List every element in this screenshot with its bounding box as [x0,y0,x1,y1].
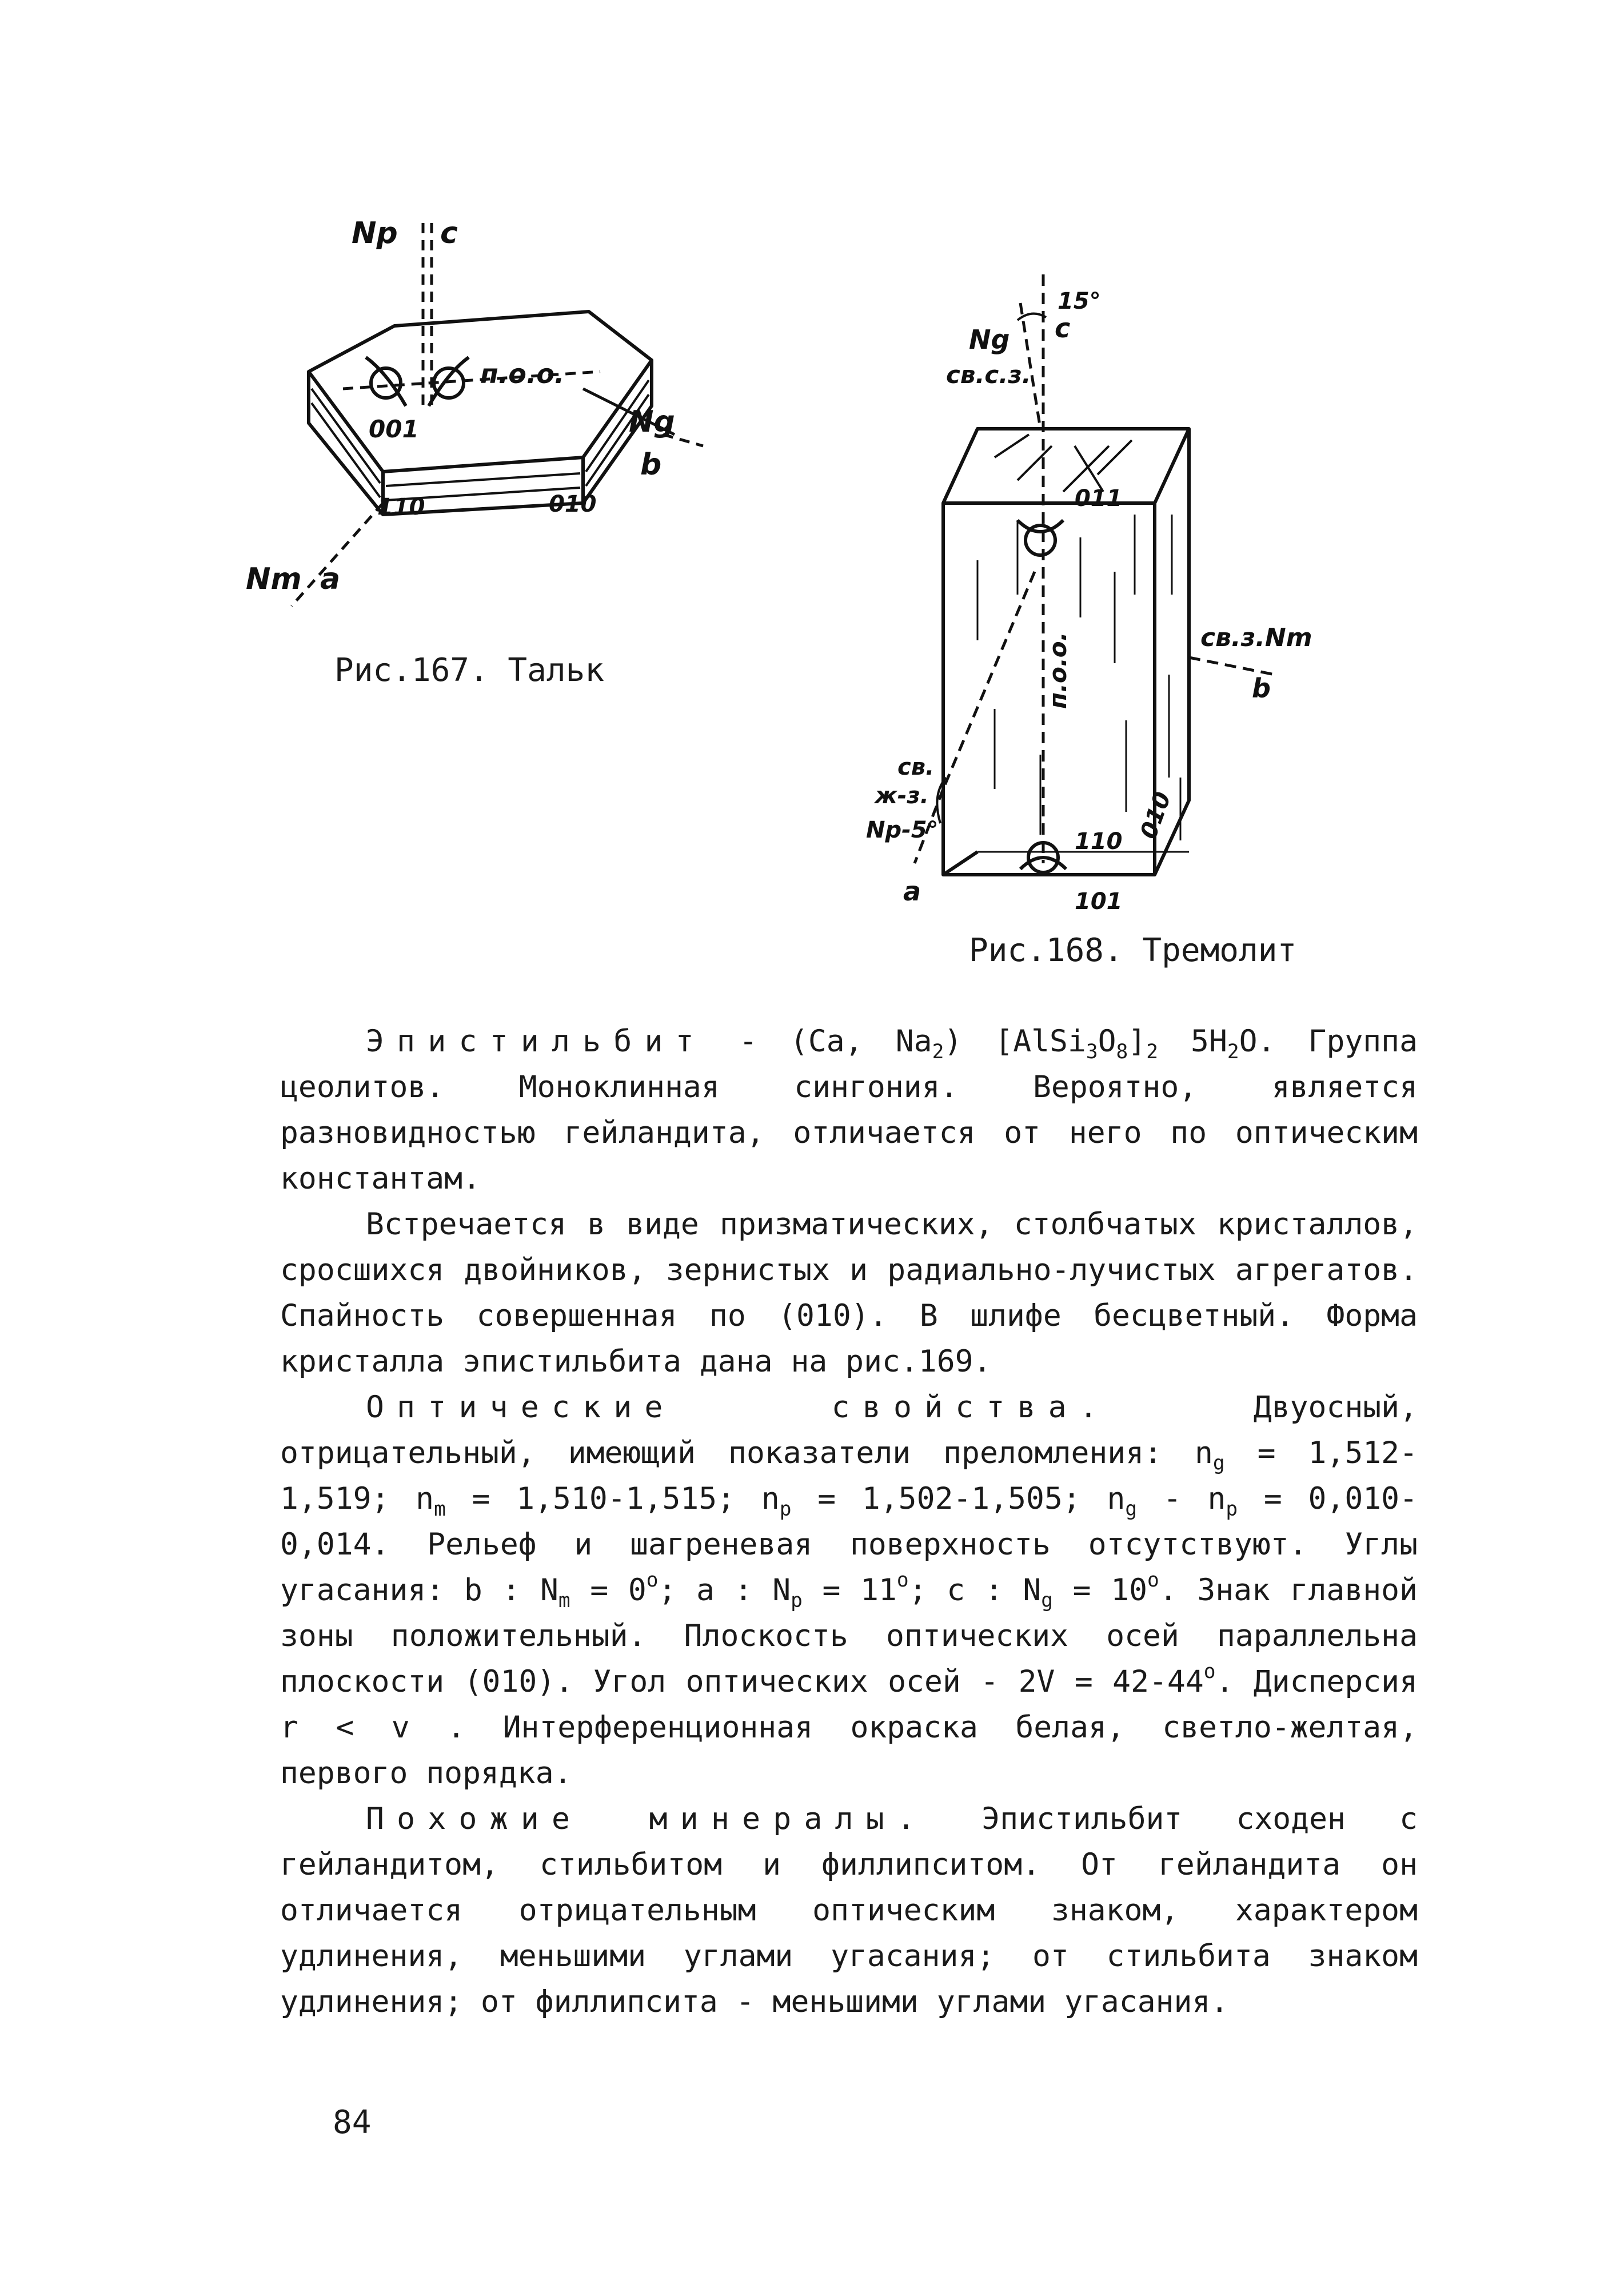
figure-167-talc [229,217,743,663]
label-ng: Ng [969,324,1010,355]
label-a: a [320,562,341,596]
label-face-110: 110 [377,494,425,520]
tremolite-crystal-drawing [846,274,1315,943]
label-ng: Ng [629,405,675,439]
label-b: b [640,448,662,482]
section-heading-similar: Похожие минералы. [366,1801,928,1836]
page-number: 84 [333,2104,372,2141]
label-face-001: 001 [369,415,419,443]
label-sv-z-nm: св.з.Nm [1200,623,1312,652]
paragraph-optical-properties: Оптические свойства. Двуосный, отрицательный, имеющий показатели преломления: $n_g = 1,512-1,519$; $n_m = 1,510-1,515$; $n_p = 1,502-1,505$; $n_g - n_p = 0,010-0,014$. Рельеф и шагреневая поверхность отсутствуют. Углы угасания: b : $N_m = 0^o$; a : $N_p = 11^o$; c : $N_g = 10^o$. Знак главной зоны положительный. Плоскость оптических осей параллельна плоскости (010). Угол оптических осей - $2V = 42-44^o$. Дисперсия r < v . Интерференционная окраска белая, светло-желтая, первого порядка. [280,1390,1418,1791]
label-np: Np [352,216,398,250]
label-face-010: 010 [549,491,597,517]
label-sv: св. [897,754,935,780]
figure-167-caption: Рис.167. Тальк [334,652,605,689]
label-angle-15: 15° [1058,288,1101,314]
label-zh-z: ж-з. [875,783,929,809]
mineral-name: Эпистильбит [366,1024,707,1059]
section-heading-optical: Оптические свойства. [366,1390,1111,1425]
label-np-5: Np-5° [866,817,939,843]
body-text [280,1019,1418,2025]
paragraph-occurrence: Встречается в виде призматических, столбчатых кристаллов, сросшихся двойников, зернистых и радиально-лучистых агрегатов. Спайность совершенная по (010). В шлифе бесцветный. Форма кристалла эпистильбита дана на рис.169. [280,1207,1418,1379]
label-c: c [1055,313,1071,344]
label-b: b [1252,673,1271,704]
label-face-101: 101 [1075,888,1123,915]
label-face-011: 011 [1075,485,1123,512]
figure-168-tremolite [846,274,1315,943]
label-poo: п.о.о. [480,358,565,389]
paragraph-similar-minerals: Похожие минералы. Эпистильбит сходен с гейландитом, стильбитом и филлипситом. От гейландита он отличается отрицательным оптическим знаком, характером удлинения, меньшими углами угасания; от стильбита знаком удлинения; от филлипсита - меньшими углами угасания. [280,1801,1418,2019]
label-face-110: 110 [1075,828,1123,855]
paragraph-epistilbite-intro: Эпистильбит - (Ca, $Na_2$) $[AlSi_3O_8]_2$ $5H_2O$. Группа цеолитов. Моноклинная сингония. Вероятно, является разновидностью гейландита, отличается от него по оптическим константам. [280,1024,1418,1196]
label-face-010: 010 [1135,788,1176,843]
figure-168-caption: Рис.168. Тремолит [969,932,1297,969]
label-poo: п.о.о. [1044,632,1072,709]
label-a: a [903,876,921,907]
talc-crystal-drawing [229,217,743,663]
label-c: c [440,216,458,250]
label-nm: Nm [246,562,302,596]
face-001-outline [309,312,652,472]
label-sv-s-z: св.с.з. [946,361,1031,389]
